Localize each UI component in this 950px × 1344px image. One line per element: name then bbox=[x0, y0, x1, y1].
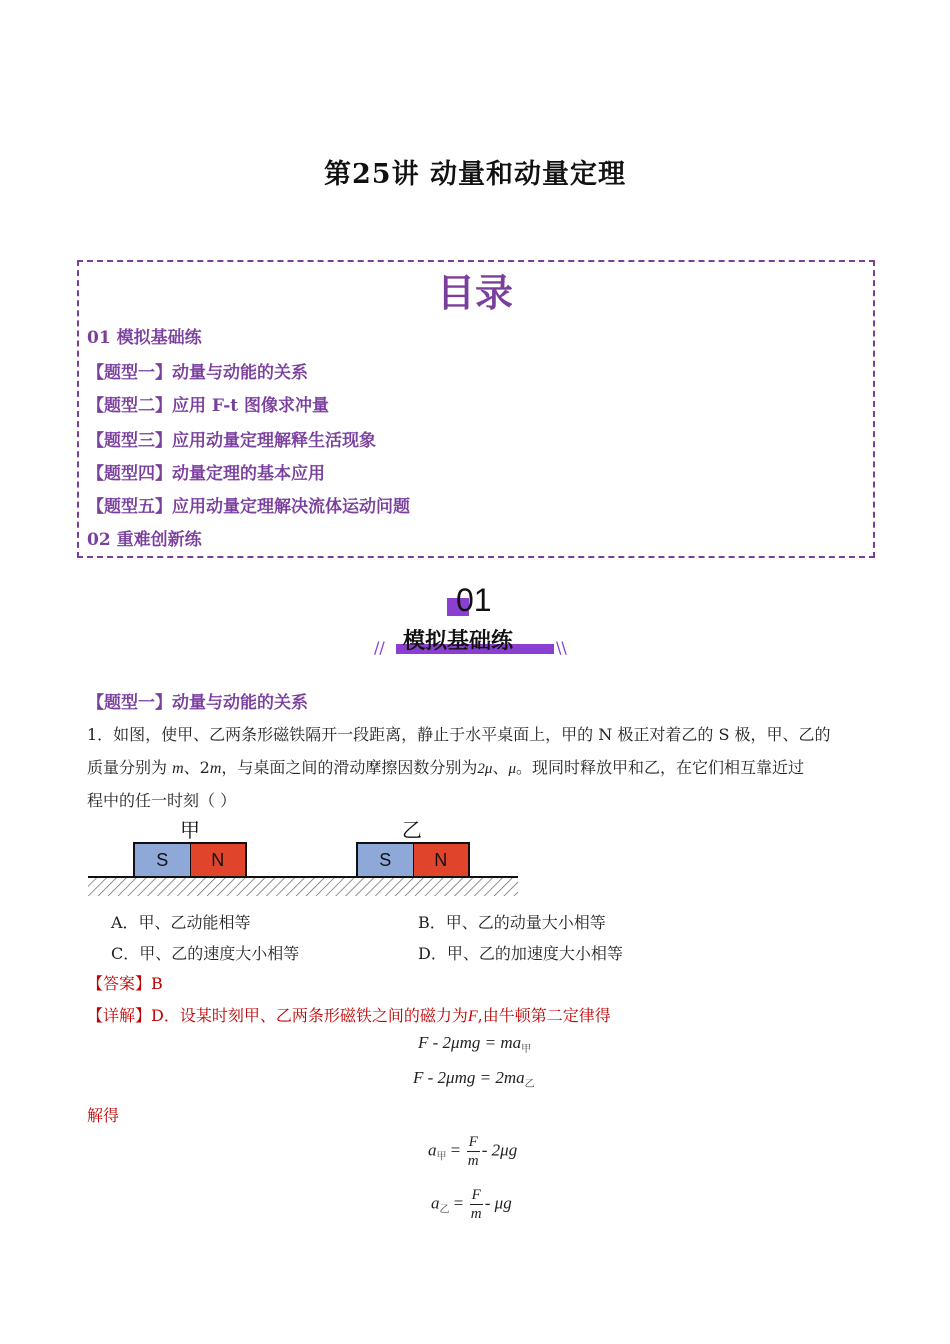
toc-item-type2[interactable]: 【题型二】应用 F-t 图像求冲量 bbox=[87, 396, 330, 416]
magnet-figure bbox=[88, 812, 518, 898]
question-line-2: 质量分别为 m、2m，与桌面之间的滑动摩擦因数分别为2μ、μ。现同时释放甲和乙，在它们相互靠近过 bbox=[87, 758, 805, 777]
toc-item-part1[interactable]: 01 模拟基础练 bbox=[87, 328, 202, 348]
table-surface bbox=[88, 876, 518, 898]
option-b[interactable]: B．甲、乙的动量大小相等 bbox=[418, 913, 606, 932]
magnet-jia bbox=[133, 842, 247, 878]
toc-heading: 目录 bbox=[436, 270, 513, 315]
banner-label: 模拟基础练 bbox=[403, 629, 514, 654]
toc-item-part2[interactable]: 02 重难创新练 bbox=[87, 530, 202, 550]
magnet-yi-s-pole: S bbox=[358, 844, 414, 876]
fraction-4: $\frac{F}{m}$ bbox=[470, 1187, 482, 1222]
magnet-yi bbox=[356, 842, 470, 878]
banner-slash-right: \\ bbox=[556, 638, 567, 657]
solve-label: 解得 bbox=[87, 1106, 120, 1125]
option-a[interactable]: A．甲、乙动能相等 bbox=[111, 913, 251, 932]
equation-1: $F - 2\mu mg = ma_甲$ bbox=[418, 1033, 532, 1055]
answer-label: 【答案】 bbox=[87, 974, 152, 993]
answer-line bbox=[87, 971, 163, 994]
label-yi: 乙 bbox=[402, 820, 422, 842]
banner-number: 01 bbox=[456, 582, 492, 618]
toc-item-type4[interactable]: 【题型四】动量定理的基本应用 bbox=[87, 464, 325, 484]
explanation-line: 【详解】D．设某时刻甲、乙两条形磁铁之间的磁力为F,由牛顿第二定律得 bbox=[87, 1006, 611, 1025]
magnet-jia-n-pole: N bbox=[191, 844, 246, 876]
magnet-yi-n-pole: N bbox=[414, 844, 469, 876]
equation-2: $F - 2\mu mg = 2ma_乙$ bbox=[413, 1068, 535, 1090]
answer-value: B bbox=[151, 974, 163, 993]
equation-4: $a_乙$ = $\frac{F}{m}$ - μg bbox=[431, 1187, 512, 1222]
section-heading: 【题型一】动量与动能的关系 bbox=[87, 693, 308, 713]
equation-3: $a_甲$ = $\frac{F}{m}$ - 2μg bbox=[428, 1134, 518, 1169]
toc-item-type3[interactable]: 【题型三】应用动量定理解释生活现象 bbox=[87, 431, 376, 451]
option-d[interactable]: D．甲、乙的加速度大小相等 bbox=[418, 944, 623, 963]
question-line-1: 1．如图，使甲、乙两条形磁铁隔开一段距离，静止于水平桌面上，甲的 N 极正对着乙的 S 极，甲、乙的 bbox=[87, 725, 831, 744]
banner-slash-left: // bbox=[374, 638, 385, 657]
toc-item-type5[interactable]: 【题型五】应用动量定理解决流体运动问题 bbox=[87, 497, 410, 517]
option-c[interactable]: C．甲、乙的速度大小相等 bbox=[111, 944, 300, 963]
magnet-jia-s-pole: S bbox=[135, 844, 191, 876]
fraction-3: $\frac{F}{m}$ bbox=[467, 1134, 479, 1169]
label-jia: 甲 bbox=[180, 820, 200, 842]
section-banner bbox=[370, 584, 580, 664]
question-line-3: 程中的任一时刻（ ） bbox=[87, 791, 237, 810]
toc-item-type1[interactable]: 【题型一】动量与动能的关系 bbox=[87, 363, 308, 383]
page-title: 第25讲 动量和动量定理 bbox=[324, 159, 626, 190]
